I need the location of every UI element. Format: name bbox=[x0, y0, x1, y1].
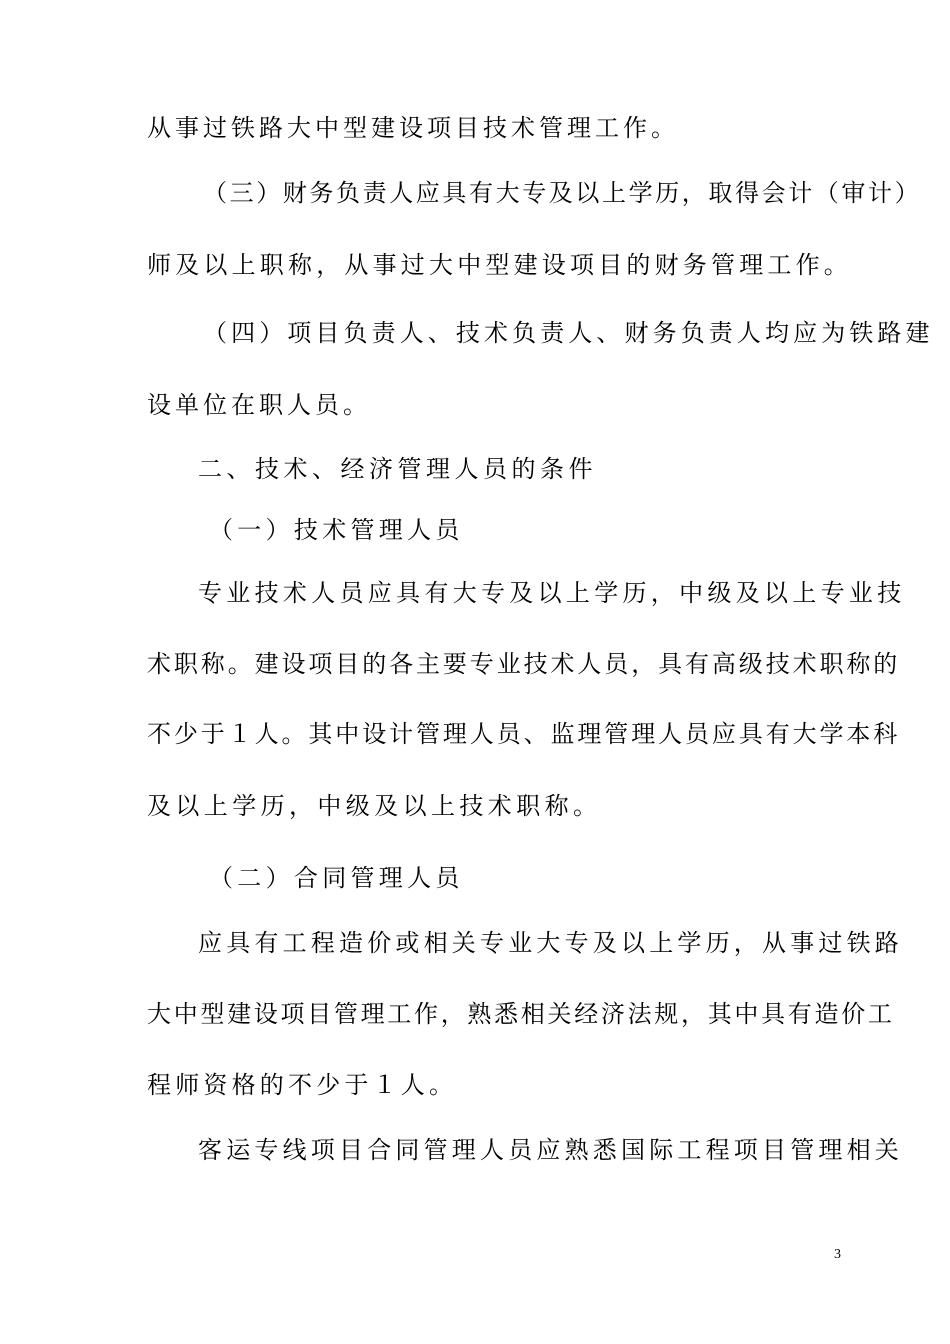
paragraph-line: 设单位在职人员。 bbox=[147, 391, 371, 419]
paragraph-line: （四）项目负责人、技术负责人、财务负责人均应为铁路建 bbox=[203, 319, 934, 347]
paragraph-line: 及以上学历，中级及以上技术职称。 bbox=[147, 792, 602, 820]
section-heading: 二、技术、经济管理人员的条件 bbox=[198, 455, 597, 483]
paragraph-line: 应具有工程造价或相关专业大专及以上学历，从事过铁路 bbox=[198, 929, 903, 957]
subsection-heading: （一）技术管理人员 bbox=[209, 516, 464, 544]
page-number: 3 bbox=[834, 1247, 841, 1262]
paragraph-line: 术职称。建设项目的各主要专业技术人员，具有高级技术职称的 bbox=[147, 650, 901, 678]
paragraph-line: 程师资格的不少于１人。 bbox=[147, 1071, 458, 1099]
paragraph-line: 客运专线项目合同管理人员应熟悉国际工程项目管理相关 bbox=[198, 1136, 903, 1164]
paragraph-line: 师及以上职称，从事过大中型建设项目的财务管理工作。 bbox=[147, 251, 852, 279]
paragraph-line: （三）财务负责人应具有大专及以上学历，取得会计（审计） bbox=[203, 179, 922, 207]
paragraph-line: 大中型建设项目管理工作，熟悉相关经济法规，其中具有造价工 bbox=[147, 1000, 895, 1028]
paragraph-line: 不少于１人。其中设计管理人员、监理管理人员应具有大学本科 bbox=[147, 720, 901, 748]
subsection-heading: （二）合同管理人员 bbox=[209, 864, 464, 892]
paragraph-line: 专业技术人员应具有大专及以上学历，中级及以上专业技 bbox=[198, 579, 906, 607]
paragraph-line: 从事过铁路大中型建设项目技术管理工作。 bbox=[147, 114, 679, 142]
